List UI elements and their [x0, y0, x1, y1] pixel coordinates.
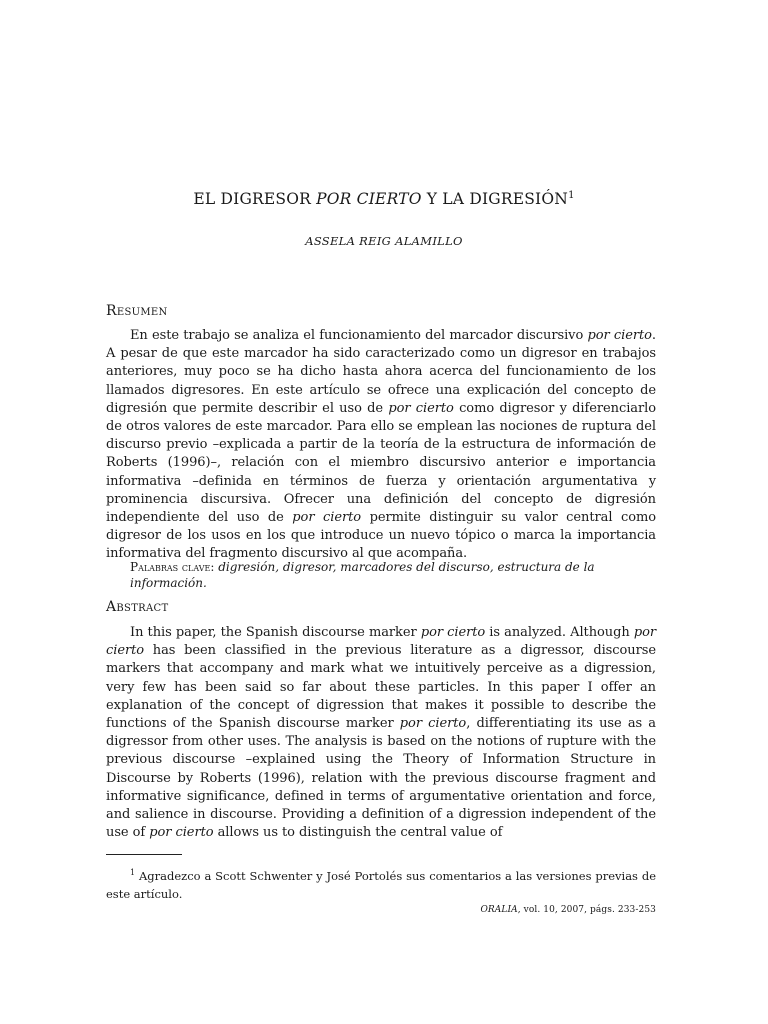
italic-term: por cierto — [388, 400, 454, 416]
keywords-label: Palabras clave — [130, 560, 211, 574]
author-name: ASSELA REIG ALAMILLO — [305, 234, 463, 248]
keywords-colon: : — [210, 560, 219, 574]
journal-citation — [480, 905, 656, 915]
italic-term: por cierto — [149, 825, 214, 841]
text-segment: . A pesar de que este marcador ha sido caracterizado como un digresor en trabajos anteriores, muy poco se ha dicho hasta ahora acerca del funcionamiento de los llamados digresores. En este artículo se ofrece una explicación del concepto de digresión que permite describir el uso de — [106, 328, 656, 416]
text-segment: allows us to distinguish the central value of — [213, 825, 503, 841]
abstract-heading: Abstract — [106, 599, 169, 615]
journal-details: , vol. 10, 2007, págs. 233-253 — [517, 905, 656, 915]
keywords-line — [130, 559, 660, 591]
text-segment: , differentiating its use as a digressor from other uses. The analysis is based on the notions of rupture with the previous discourse –explained using the Theory of Information Structure in Discourse by Roberts (1996), relation with the previous discourse fragment and informative significance, defined in terms of argumentative orientation and force, and salience in discourse. Providing a definition of a digression independent of the use of — [106, 716, 656, 841]
italic-term: por cierto — [420, 625, 486, 640]
text-segment: has been classified in the previous literature as a digressor, discourse markers that accompany and mark what we intuitively perceive as a digression, very few has been said so far about these particles. In this paper I offer an explanation of the concept of digression that makes it possible to describe the functions of the Spanish discourse marker — [106, 643, 656, 732]
footnote-divider — [106, 854, 182, 855]
footnote-mark: 1 — [130, 868, 136, 877]
resumen-heading: Resumen — [106, 303, 168, 319]
resumen-paragraph — [106, 327, 656, 564]
italic-term: por cierto — [292, 510, 362, 526]
italic-term: por cierto — [106, 625, 657, 659]
keywords-text: digresión, digresor, marcadores del discurso, estructura de la información. — [130, 560, 595, 590]
text-segment: permite distinguir su valor central como digresor de los usos en los que introduce un nuevo tópico o marca la importancia informativa del fragmento discursivo al que acompaña. — [106, 510, 656, 562]
footnote-text: Agradezco a Scott Schwenter y José Portolés sus comentarios a las versiones previas de este artículo. — [106, 868, 656, 901]
abstract-paragraph — [106, 624, 656, 842]
title-part-1: EL DIGRESOR — [193, 190, 317, 208]
text-segment: como digresor y diferenciarlo de otros valores de este marcador. Para ello se emplean las nociones de ruptura del discurso previo –explicada a partir de la teoría de la estructura de información de Roberts (1996)–, relación con el miembro discursivo anterior e importancia informativa –definida en términos de fuerza y orientación argumentativa y prominencia discursiva. Ofrecer una definición del concepto de digresión independiente del uso de — [106, 400, 657, 526]
title-part-3: Y LA DIGRESIÓN — [421, 190, 569, 208]
title-italic-part: POR CIERTO — [316, 190, 422, 208]
footnote — [106, 864, 656, 903]
italic-term: por cierto — [587, 328, 652, 343]
paper-title — [0, 190, 768, 208]
text-segment: is analyzed. Although — [485, 625, 634, 640]
italic-term: por cierto — [399, 716, 467, 732]
text-segment: En este trabajo se analiza el funcionamiento del marcador discursivo — [130, 328, 588, 343]
text-segment: In this paper, the Spanish discourse marker — [130, 625, 421, 640]
title-footnote-mark: 1 — [568, 189, 575, 201]
journal-name: ORALIA — [480, 905, 518, 915]
